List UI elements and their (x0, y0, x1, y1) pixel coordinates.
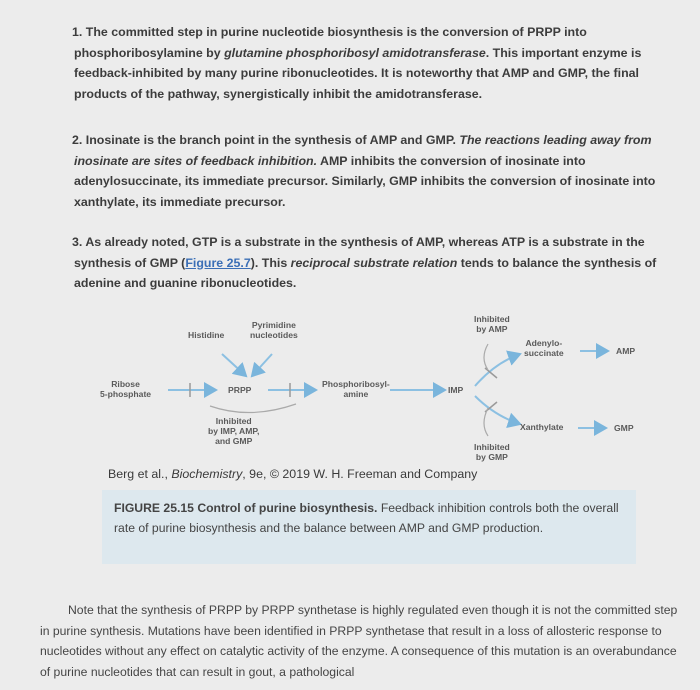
paragraph-text: AMP inhibits the conversion of inosinate into adenylosuccinate, its immediate precursor. Similarly, GMP inhibits the conversion of inosinate into xanthylate, its immediate precursor. (74, 153, 656, 209)
caption-text: Feedback inhibition controls both the overall rate of purine biosynthesis and the balance between AMP and GMP production. (114, 501, 619, 535)
paragraph-3 (74, 232, 674, 294)
label-inhibited-by-gmp: Inhibited by GMP (474, 442, 510, 462)
label-ribose-5-phosphate: Ribose 5-phosphate (100, 379, 152, 399)
arrow-imp-adenylo (475, 354, 520, 386)
paragraph-text: ). This (250, 255, 291, 270)
label-amp: AMP (616, 346, 636, 356)
arrow-histidine (222, 354, 246, 376)
paragraph-text: The committed step in purine nucleotide biosynthesis is the conversion of PRPP into phosphoribosylamine by (74, 25, 587, 60)
feedback-curve-gmp (484, 408, 488, 436)
label-gmp: GMP (614, 423, 634, 433)
arrow-pyrimidine (252, 354, 272, 376)
label-inhibited-imp-amp-gmp: Inhibited by IMP, AMP, and GMP (208, 416, 260, 446)
paragraph-text: tends to balance the synthesis of adenine and guanine ribonucleotides. (74, 255, 657, 290)
arrow-imp-xanthylate (475, 396, 520, 424)
paragraph-1 (74, 22, 674, 104)
paragraph-text: As already noted, GTP is a substrate in the synthesis of AMP, whereas ATP is a substrate in the synthesis of GMP ( (74, 235, 645, 270)
paragraph-text: Inosinate is the branch point in the synthesis of AMP and GMP. (85, 133, 460, 147)
emphasis-text: reciprocal substrate relation (290, 255, 458, 270)
paragraph-2 (74, 130, 674, 212)
list-number: 1. (72, 25, 83, 39)
paragraph-text: . This important enzyme is feedback-inhibited by many purine ribonucleotides. It is noteworthy that AMP and GMP, the final products of the pathway, synergistically inhibit the amidotransferase. (74, 45, 642, 101)
label-phosphoribosylamine: Phosphoribosyl- amine (322, 379, 390, 399)
label-histidine: Histidine (188, 330, 225, 340)
figure-link[interactable]: Figure 25.7 (185, 255, 251, 270)
list-number: 2. (72, 133, 83, 147)
credit-book-title: Biochemistry (171, 467, 243, 481)
list-number: 3. (72, 235, 83, 249)
label-imp: IMP (448, 385, 464, 395)
figure-caption-box (102, 490, 636, 564)
credit-edition: , 9e, © 2019 W. H. Freeman and Company (242, 467, 478, 481)
emphasis-text: The reactions leading away from inosinate are sites of feedback inhibition. (74, 133, 652, 168)
feedback-curve-amp (484, 344, 488, 370)
figure-credit (108, 467, 477, 481)
label-prpp: PRPP (228, 385, 252, 395)
note-paragraph: Note that the synthesis of PRPP by PRPP synthetase is highly regulated even though it is not the committed step in purine synthesis. Mutations have been identified in PRPP synthetase that result in a loss of allosteric response to nucleotides without any effect on catalytic activity of the enzyme. A consequence of this mutation is an overabundance of purine nucleotides that can result in gout, a pathological (40, 603, 678, 679)
label-inhibited-by-amp: Inhibited by AMP (474, 314, 510, 334)
label-xanthylate: Xanthylate (520, 422, 564, 432)
figure-caption (114, 499, 629, 538)
caption-label: FIGURE 25.15 Control of purine biosynthesis. (114, 501, 378, 515)
purine-control-diagram (100, 308, 660, 468)
feedback-curve (210, 404, 296, 413)
credit-authors: Berg et al., (108, 467, 172, 481)
label-adenylosuccinate: Adenylo- succinate (524, 338, 564, 358)
label-pyrimidine-nucleotides: Pyrimidine nucleotides (250, 320, 298, 340)
enzyme-name: glutamine phosphoribosyl amidotransferase (224, 45, 486, 60)
